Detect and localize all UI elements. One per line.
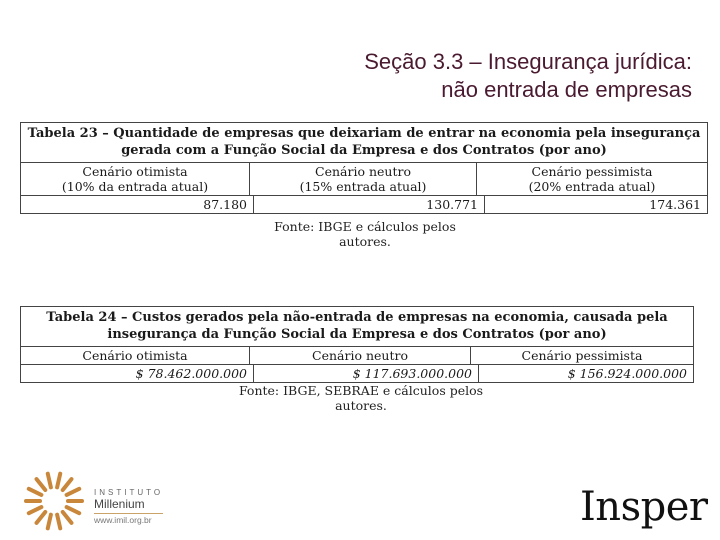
- table-24-header-pessimista: Cenário pessimista: [521, 348, 643, 363]
- sunburst-ray: [57, 515, 60, 529]
- table-23-value-neutro: 130.771: [254, 196, 485, 213]
- millenium-name: Millenium: [94, 497, 145, 511]
- table-24: [20, 306, 694, 383]
- header-sublabel: (20% entrada atual): [528, 179, 656, 194]
- table-24-source: Fonte: IBGE, SEBRAE e cálculos pelos autores.: [238, 383, 484, 413]
- table-23-value-row: [21, 195, 707, 213]
- sunburst-ray: [63, 512, 72, 523]
- table-23-header-otimista: [21, 163, 250, 195]
- sunburst-ray: [67, 489, 80, 495]
- table-24-header-otimista: Cenário otimista: [21, 347, 250, 364]
- header-label: Cenário pessimista: [531, 164, 653, 179]
- table-24-caption: Tabela 24 – Custos gerados pela não-entrada de empresas na economia, causada pela insegurança da Função Social da Empresa e dos Contratos (por ano): [21, 307, 693, 347]
- sunburst-ray: [48, 474, 51, 488]
- header-sublabel: (15% entrada atual): [299, 179, 427, 194]
- millenium-prefix: INSTITUTO: [94, 488, 164, 497]
- insper-logo: Insper: [580, 484, 708, 530]
- table-24-value-neutro: $ 117.693.000.000: [254, 365, 479, 382]
- header-label: Cenário otimista: [82, 164, 188, 179]
- table-23-caption: Tabela 23 – Quantidade de empresas que deixariam de entrar na economia pela insegurança gerada com a Função Social da Empresa e dos Contratos (por ano): [21, 123, 707, 163]
- table-23-value-pessimista: 174.361: [649, 197, 701, 212]
- instituto-millenium-logo: [22, 470, 162, 532]
- table-24-value-row: [21, 364, 693, 382]
- header-label: Cenário neutro: [315, 164, 411, 179]
- sunburst-ray: [63, 479, 72, 490]
- table-23-header-neutro: [250, 163, 477, 195]
- table-23-header-pessimista: [477, 163, 707, 195]
- sunburst-ray: [48, 515, 51, 529]
- sunburst-icon: [22, 470, 86, 532]
- millenium-url: www.imil.org.br: [94, 513, 163, 525]
- slide-title-line1: Seção 3.3 – Insegurança jurídica:: [364, 49, 692, 74]
- sunburst-ray: [29, 507, 42, 513]
- sunburst-ray: [37, 512, 46, 523]
- header-sublabel: (10% da entrada atual): [61, 179, 209, 194]
- table-24-header-row: [21, 347, 693, 364]
- sunburst-ray: [29, 489, 42, 495]
- slide-title-line2: não entrada de empresas: [441, 77, 692, 102]
- table-23: [20, 122, 708, 214]
- slide-title: [172, 48, 692, 104]
- table-23-source: Fonte: IBGE e cálculos pelos autores.: [274, 219, 456, 249]
- table-24-header-neutro: Cenário neutro: [250, 347, 471, 364]
- table-24-value-pessimista: $ 156.924.000.000: [567, 366, 687, 381]
- table-24-value-otimista: $ 78.462.000.000: [21, 365, 254, 382]
- table-23-value-otimista: 87.180: [21, 196, 254, 213]
- sunburst-ray: [57, 474, 60, 488]
- sunburst-ray: [67, 507, 80, 513]
- sunburst-ray: [37, 479, 46, 490]
- table-23-header-row: [21, 163, 707, 195]
- millenium-wordmark: [94, 488, 163, 525]
